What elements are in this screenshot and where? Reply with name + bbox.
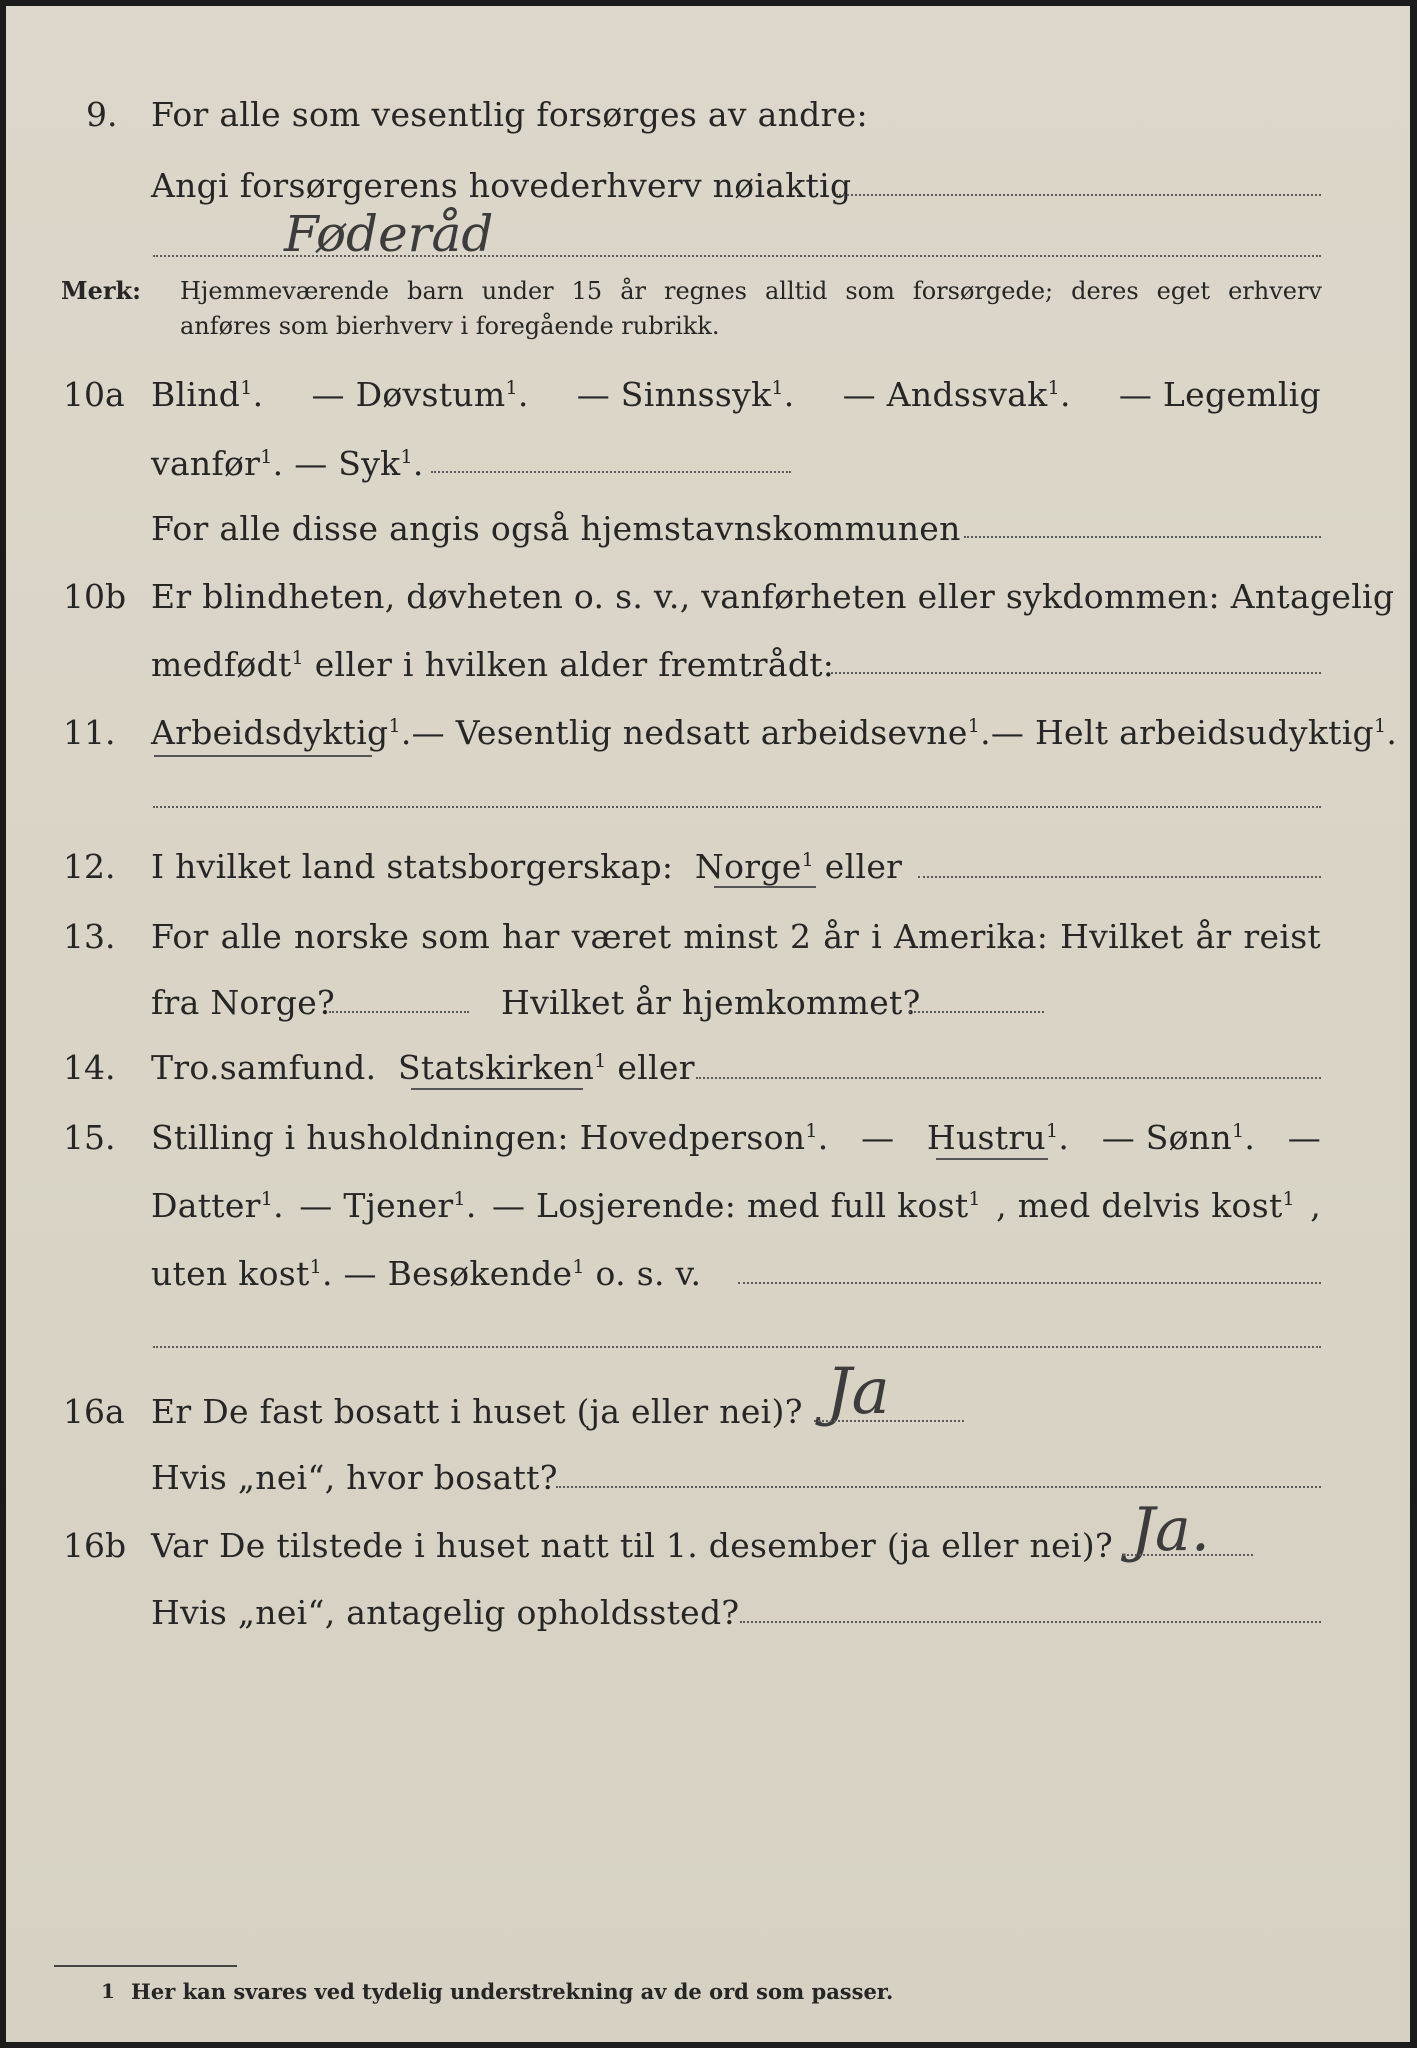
item-10b-number: 10b bbox=[63, 577, 127, 616]
item-10a-line-2 bbox=[151, 444, 424, 483]
opt-sonn: — Sønn$^1$. bbox=[1101, 1118, 1256, 1157]
item-10b-line-2: medfødt$^1$ eller i hvilken alder fremtrådt: bbox=[151, 645, 835, 684]
opt-andssvak: — Andssvak$^1$. bbox=[842, 375, 1071, 414]
item-9-answer-line bbox=[836, 194, 1321, 196]
footnote-mark: 1 bbox=[101, 1979, 115, 2003]
opt-hustru: Hustru$^1$. bbox=[926, 1118, 1070, 1157]
opt-blind: Blind$^1$. bbox=[151, 375, 264, 414]
arbeidsdyktig-underline-mark bbox=[154, 755, 372, 757]
item-10a-number: 10a bbox=[63, 375, 125, 414]
item-10b-line-1: Er blindheten, døvheten o. s. v., vanførheten eller sykdommen: Antagelig bbox=[151, 577, 1395, 616]
opt-statskirken: Statskirken bbox=[398, 1048, 595, 1087]
item-16b-line-2: Hvis „nei“, antagelig opholdssted? bbox=[151, 1593, 740, 1632]
note-label: Merk: bbox=[61, 276, 141, 305]
item-12-question: I hvilket land statsborgerskap: Norge$^1$ eller bbox=[151, 847, 903, 886]
opt-norge: Norge bbox=[694, 847, 802, 886]
item-10a-line-1 bbox=[151, 375, 1321, 414]
opt-dovstum: — Døvstum$^1$. bbox=[311, 375, 529, 414]
item-10a-answer-line bbox=[431, 471, 791, 473]
item-10b-answer-line bbox=[831, 672, 1321, 674]
item-12-number: 12. bbox=[63, 847, 116, 886]
item-14-number: 14. bbox=[63, 1048, 116, 1087]
opt-syk: — Syk$^1$. bbox=[294, 444, 424, 483]
item-14-answer-line bbox=[696, 1077, 1321, 1079]
item-13-line-1: For alle norske som har været minst 2 år i Amerika: Hvilket år reist bbox=[151, 917, 1321, 956]
item-16a-number: 16a bbox=[63, 1392, 125, 1431]
census-form-page bbox=[6, 6, 1410, 2042]
opt-nedsatt-arbeidsevne: — Vesentlig nedsatt arbeidsevne$^1$. bbox=[411, 713, 991, 752]
item-15-line-2: Datter$^1$. — Tjener$^1$. — Losjerende: med full kost$^1$ , med delvis kost$^1$ , bbox=[151, 1186, 1321, 1225]
item-15-answer-line-2 bbox=[153, 1346, 1321, 1348]
item-12-answer-line bbox=[918, 876, 1321, 878]
item-14-question: Tro.samfund. Statskirken$^1$ eller bbox=[151, 1048, 695, 1087]
opt-datter: Datter$^1$. bbox=[151, 1186, 284, 1225]
opt-arbeidsdyktig: Arbeidsdyktig$^1$. bbox=[151, 713, 412, 752]
item-11-number: 11. bbox=[63, 713, 116, 752]
opt-uten-kost: uten kost$^1$. bbox=[151, 1254, 333, 1293]
opt-vanfor: vanfør$^1$. bbox=[151, 444, 284, 483]
item-16a-handwritten-answer: Ja bbox=[826, 1355, 890, 1429]
opt-delvis-kost: , med delvis kost$^1$ bbox=[996, 1186, 1295, 1225]
footnote-rule bbox=[54, 1965, 237, 1967]
norge-underline-mark bbox=[714, 886, 816, 888]
item-9-prompt: Angi forsørgerens hovederhverv nøiaktig bbox=[151, 166, 852, 205]
item-9-number: 9. bbox=[86, 95, 118, 134]
item-15-line-1: Stilling i husholdningen: Hovedperson$^1$. — Hustru$^1$. — Sønn$^1$. — bbox=[151, 1118, 1321, 1157]
item-16a-question: Er De fast bosatt i huset (ja eller nei)? bbox=[151, 1392, 803, 1431]
note-line-2: anføres som bierhverv i foregående rubrikk. bbox=[180, 312, 720, 340]
opt-legemlig: — Legemlig bbox=[1118, 375, 1321, 414]
statskirken-underline-mark bbox=[411, 1088, 583, 1090]
item-11-options bbox=[151, 713, 1398, 752]
item-15-line-3: uten kost$^1$. — Besøkende$^1$ o. s. v. bbox=[151, 1254, 702, 1293]
opt-arbeidsudyktig: — Helt arbeidsudyktig$^1$. bbox=[990, 713, 1398, 752]
item-16a-answer-line bbox=[814, 1420, 964, 1422]
item-15-answer-line bbox=[738, 1282, 1321, 1284]
opt-tjener: — Tjener$^1$. bbox=[299, 1186, 477, 1225]
item-16a-line-2: Hvis „nei“, hvor bosatt? bbox=[151, 1458, 558, 1497]
item-13-line-2b: Hvilket år hjemkommet? bbox=[501, 983, 921, 1022]
item-13-reist-answer-line bbox=[329, 1011, 469, 1013]
opt-sinnssyk: — Sinnssyk$^1$. bbox=[576, 375, 795, 414]
item-16b-question: Var De tilstede i huset natt til 1. desember (ja eller nei)? bbox=[151, 1526, 1113, 1565]
item-16a-bosatt-answer-line bbox=[556, 1486, 1321, 1488]
item-9-answer-line-2 bbox=[153, 255, 1321, 257]
opt-full-kost: — Losjerende: med full kost$^1$ bbox=[491, 1186, 981, 1225]
item-16b-number: 16b bbox=[63, 1526, 127, 1565]
item-16b-answer-line bbox=[1123, 1554, 1253, 1556]
opt-besokende: — Besøkende$^1$ bbox=[343, 1254, 585, 1293]
opt-hovedperson: Stilling i husholdningen: Hovedperson$^1$. bbox=[151, 1118, 829, 1157]
item-13-line-2a: fra Norge? bbox=[151, 983, 336, 1022]
item-16b-opholdssted-answer-line bbox=[740, 1621, 1321, 1623]
footnote-text: Her kan svares ved tydelig understrekning av de ord som passer. bbox=[131, 1979, 894, 2004]
item-9-handwritten-answer: Føderåd bbox=[284, 205, 494, 263]
hustru-underline-mark bbox=[936, 1158, 1048, 1160]
item-16b-handwritten-answer: Ja. bbox=[1131, 1495, 1210, 1565]
item-9-question: For alle som vesentlig forsørges av andre: bbox=[151, 95, 868, 134]
item-10a-answer-line-2 bbox=[964, 536, 1321, 538]
item-13-hjemkommet-answer-line bbox=[909, 1011, 1044, 1013]
note-line-1: Hjemmeværende barn under 15 år regnes alltid som forsørgede; deres eget erhverv bbox=[180, 277, 1322, 305]
item-11-answer-line bbox=[153, 806, 1321, 808]
item-15-number: 15. bbox=[63, 1118, 116, 1157]
item-13-number: 13. bbox=[63, 917, 116, 956]
item-10a-line-3: For alle disse angis også hjemstavnskommunen bbox=[151, 509, 961, 548]
